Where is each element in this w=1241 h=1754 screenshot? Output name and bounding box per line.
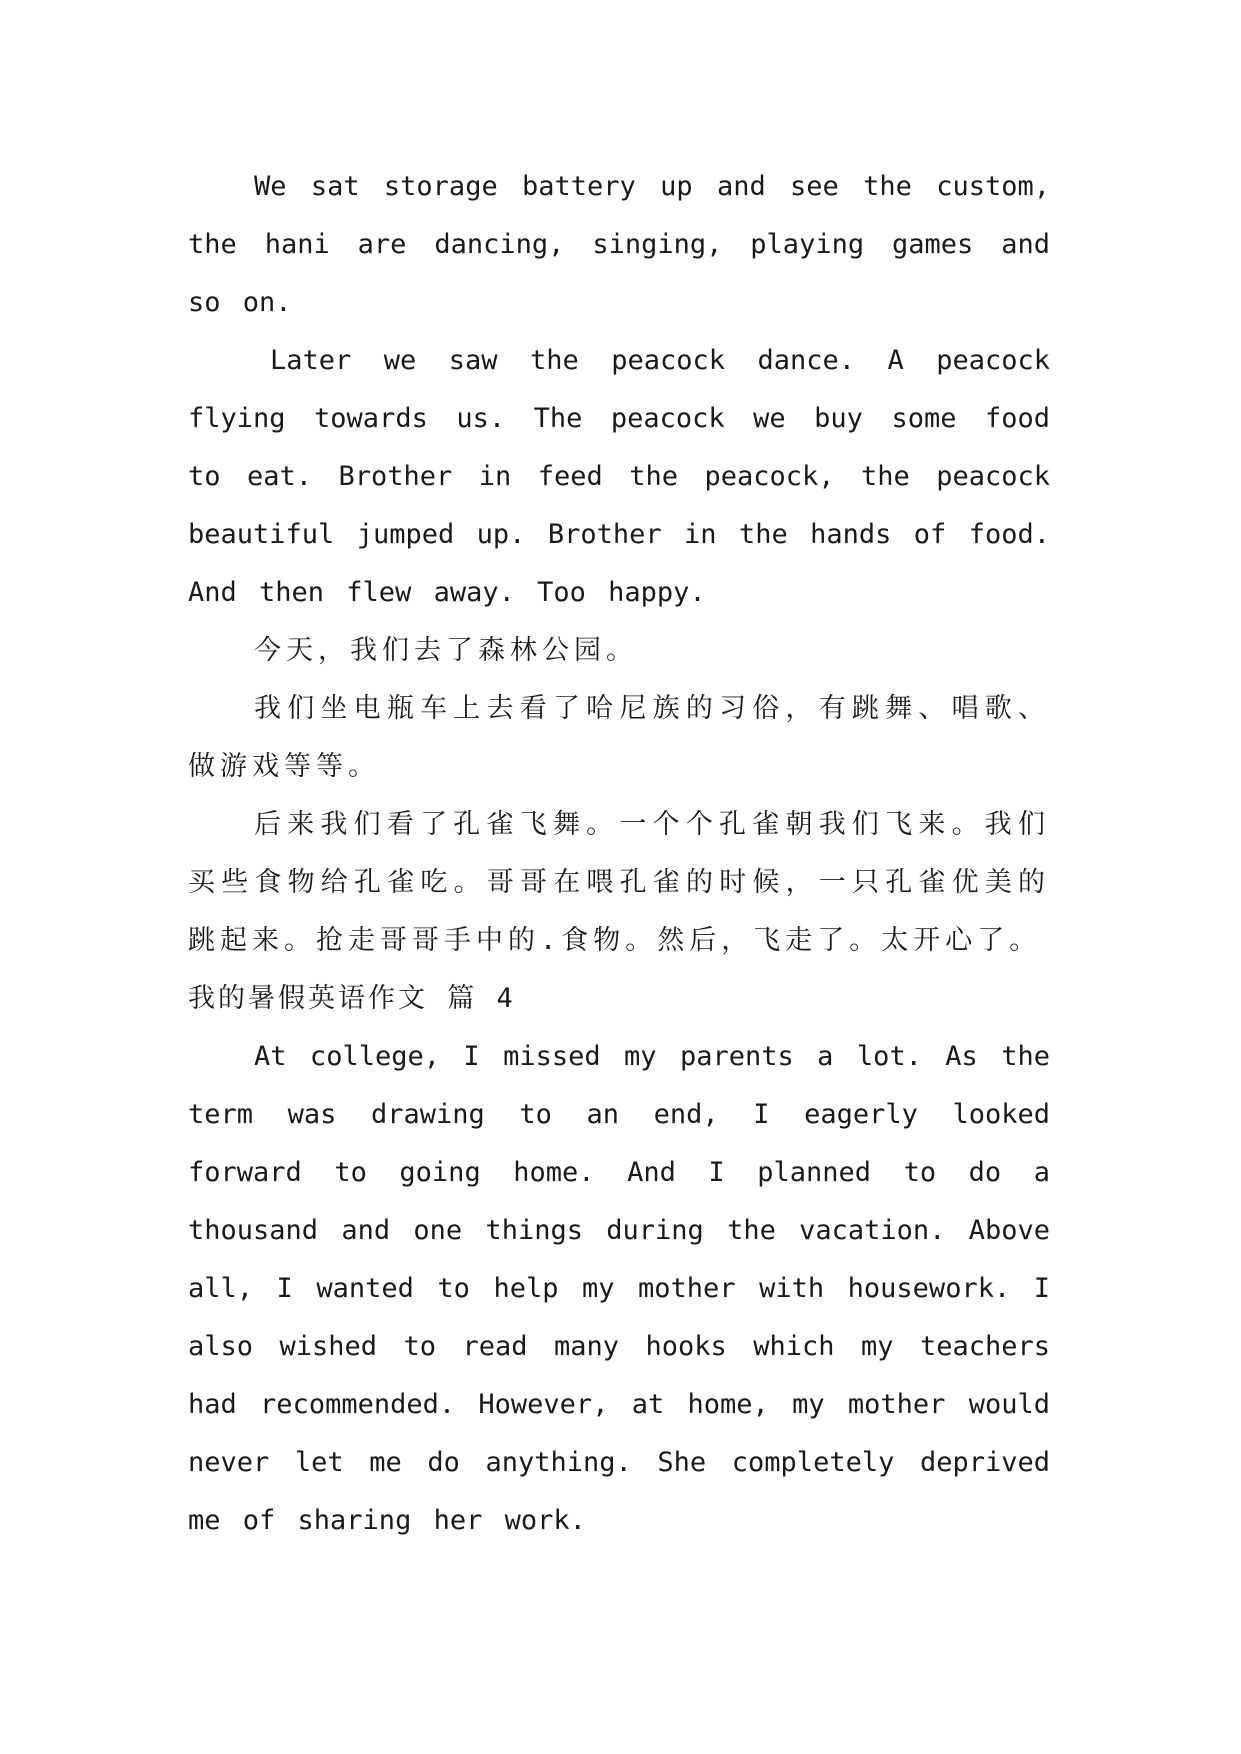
paragraph-forest-park: 今天，我们去了森林公园。 (254, 635, 638, 666)
section-heading: 我的暑假英语作文 篇 4 (188, 983, 516, 1014)
document-body (188, 158, 1050, 1550)
paragraph-hani-custom: 我们坐电瓶车上去看了哈尼族的习俗，有跳舞、唱歌、做游戏等等。 (188, 693, 1050, 782)
paragraph-peacock-english: Later we saw the peacock dance. A peacock flying towards us. The peacock we buy some food to eat. Brother in feed the peacock, the peacock beautiful jumped up. Brother in the hands of food. And then flew away. Too happy. (188, 345, 1050, 608)
paragraph-custom: We sat storage battery up and see the custom, the hani are dancing, singing, playing games and so on. (188, 171, 1050, 318)
paragraph-peacock-chinese: 后来我们看了孔雀飞舞。一个个孔雀朝我们飞来。我们买些食物给孔雀吃。哥哥在喂孔雀的时候，一只孔雀优美的跳起来。抢走哥哥手中的.食物。然后，飞走了。太开心了。 (188, 809, 1050, 956)
paragraph-college: At college, I missed my parents a lot. As the term was drawing to an end, I eagerly looked forward to going home. And I planned to do a thousand and one things during the vacation. Above all, I wanted to help my mother with housework. I also wished to read many hooks which my teachers had recommended. However, at home, my mother would never let me do anything. She completely deprived me of sharing her work. (188, 1041, 1050, 1536)
